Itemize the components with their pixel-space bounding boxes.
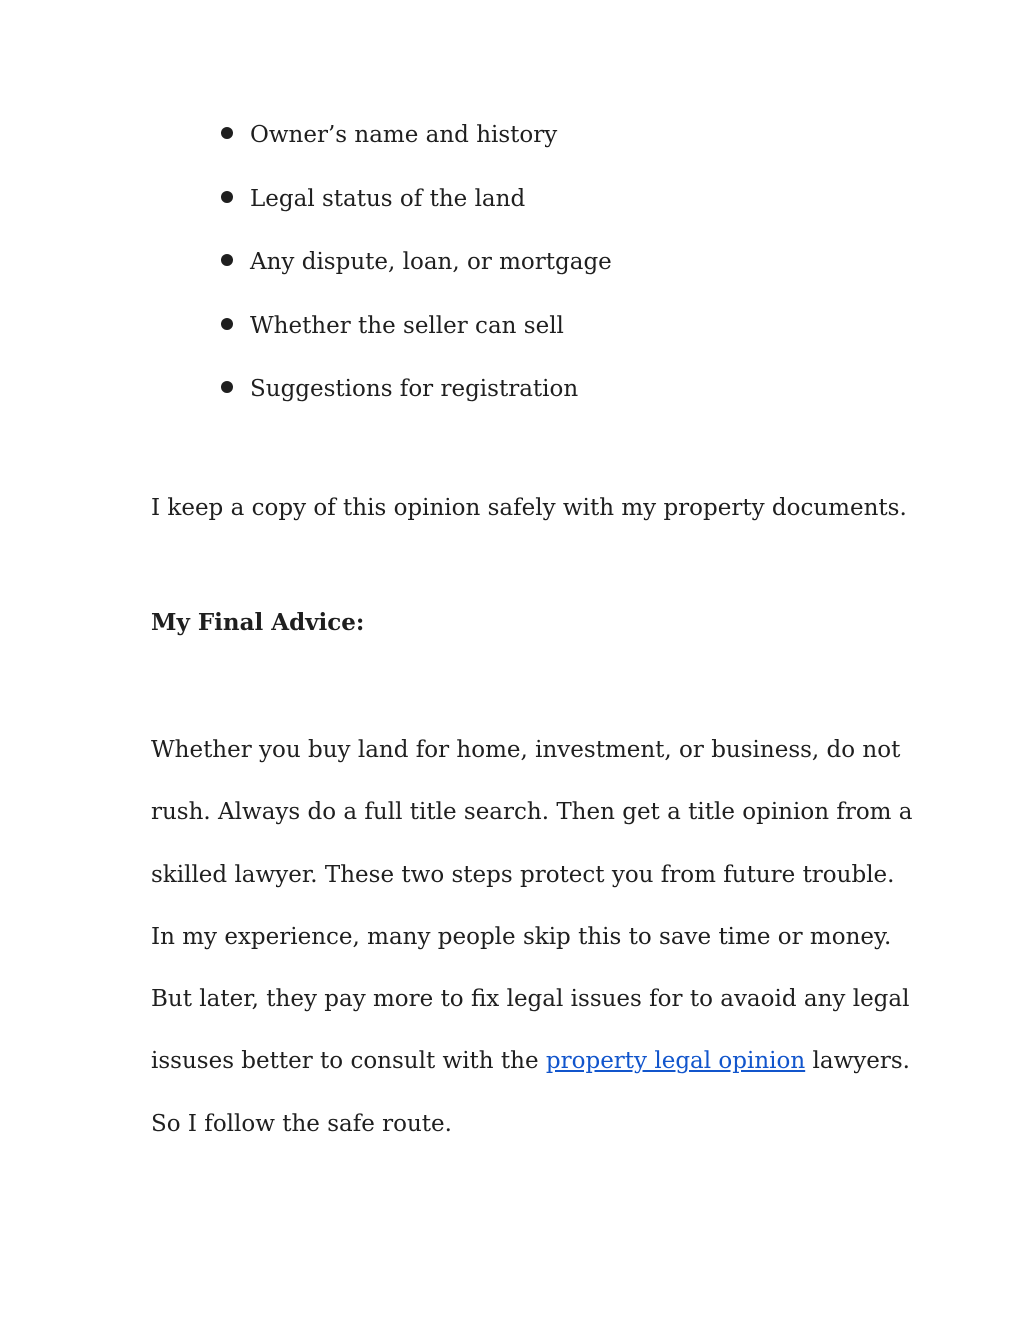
advice-link-suffix: lawyers. bbox=[805, 1048, 910, 1075]
advice-line-with-link bbox=[151, 1030, 913, 1092]
bullet-text: Whether the seller can sell bbox=[250, 312, 564, 339]
list-item bbox=[221, 307, 612, 371]
list-item bbox=[221, 116, 612, 180]
list-item bbox=[221, 370, 612, 434]
bullet-icon bbox=[221, 127, 233, 139]
list-item bbox=[221, 243, 612, 307]
keep-copy-paragraph: I keep a copy of this opinion safely with my property documents. bbox=[151, 495, 907, 521]
bullet-icon bbox=[221, 318, 233, 330]
advice-line: But later, they pay more to fix legal issues for to avaoid any legal bbox=[151, 986, 910, 1013]
advice-link-prefix: issuses better to consult with the bbox=[151, 1048, 546, 1075]
bullet-text: Owner’s name and history bbox=[250, 122, 558, 148]
bullet-icon bbox=[221, 254, 233, 266]
advice-line: Whether you buy land for home, investment, or business, do not bbox=[151, 737, 901, 763]
advice-line: rush. Always do a full title search. Then get a title opinion from a bbox=[151, 799, 913, 826]
bullet-icon bbox=[221, 381, 233, 393]
bullet-list bbox=[221, 116, 612, 434]
advice-last-line: So I follow the safe route. bbox=[151, 1110, 452, 1137]
list-item bbox=[221, 180, 612, 244]
bullet-text: Any dispute, loan, or mortgage bbox=[250, 249, 612, 275]
advice-line: skilled lawyer. These two steps protect you from future trouble. bbox=[151, 861, 895, 888]
final-advice-paragraph bbox=[151, 719, 913, 1155]
final-advice-heading: My Final Advice: bbox=[151, 609, 365, 636]
bullet-text: Suggestions for registration bbox=[250, 376, 579, 402]
property-legal-opinion-link[interactable]: property legal opinion bbox=[545, 1048, 806, 1075]
bullet-icon bbox=[221, 191, 233, 203]
bullet-text: Legal status of the land bbox=[250, 185, 526, 212]
advice-line: In my experience, many people skip this to save time or money. bbox=[151, 923, 892, 950]
